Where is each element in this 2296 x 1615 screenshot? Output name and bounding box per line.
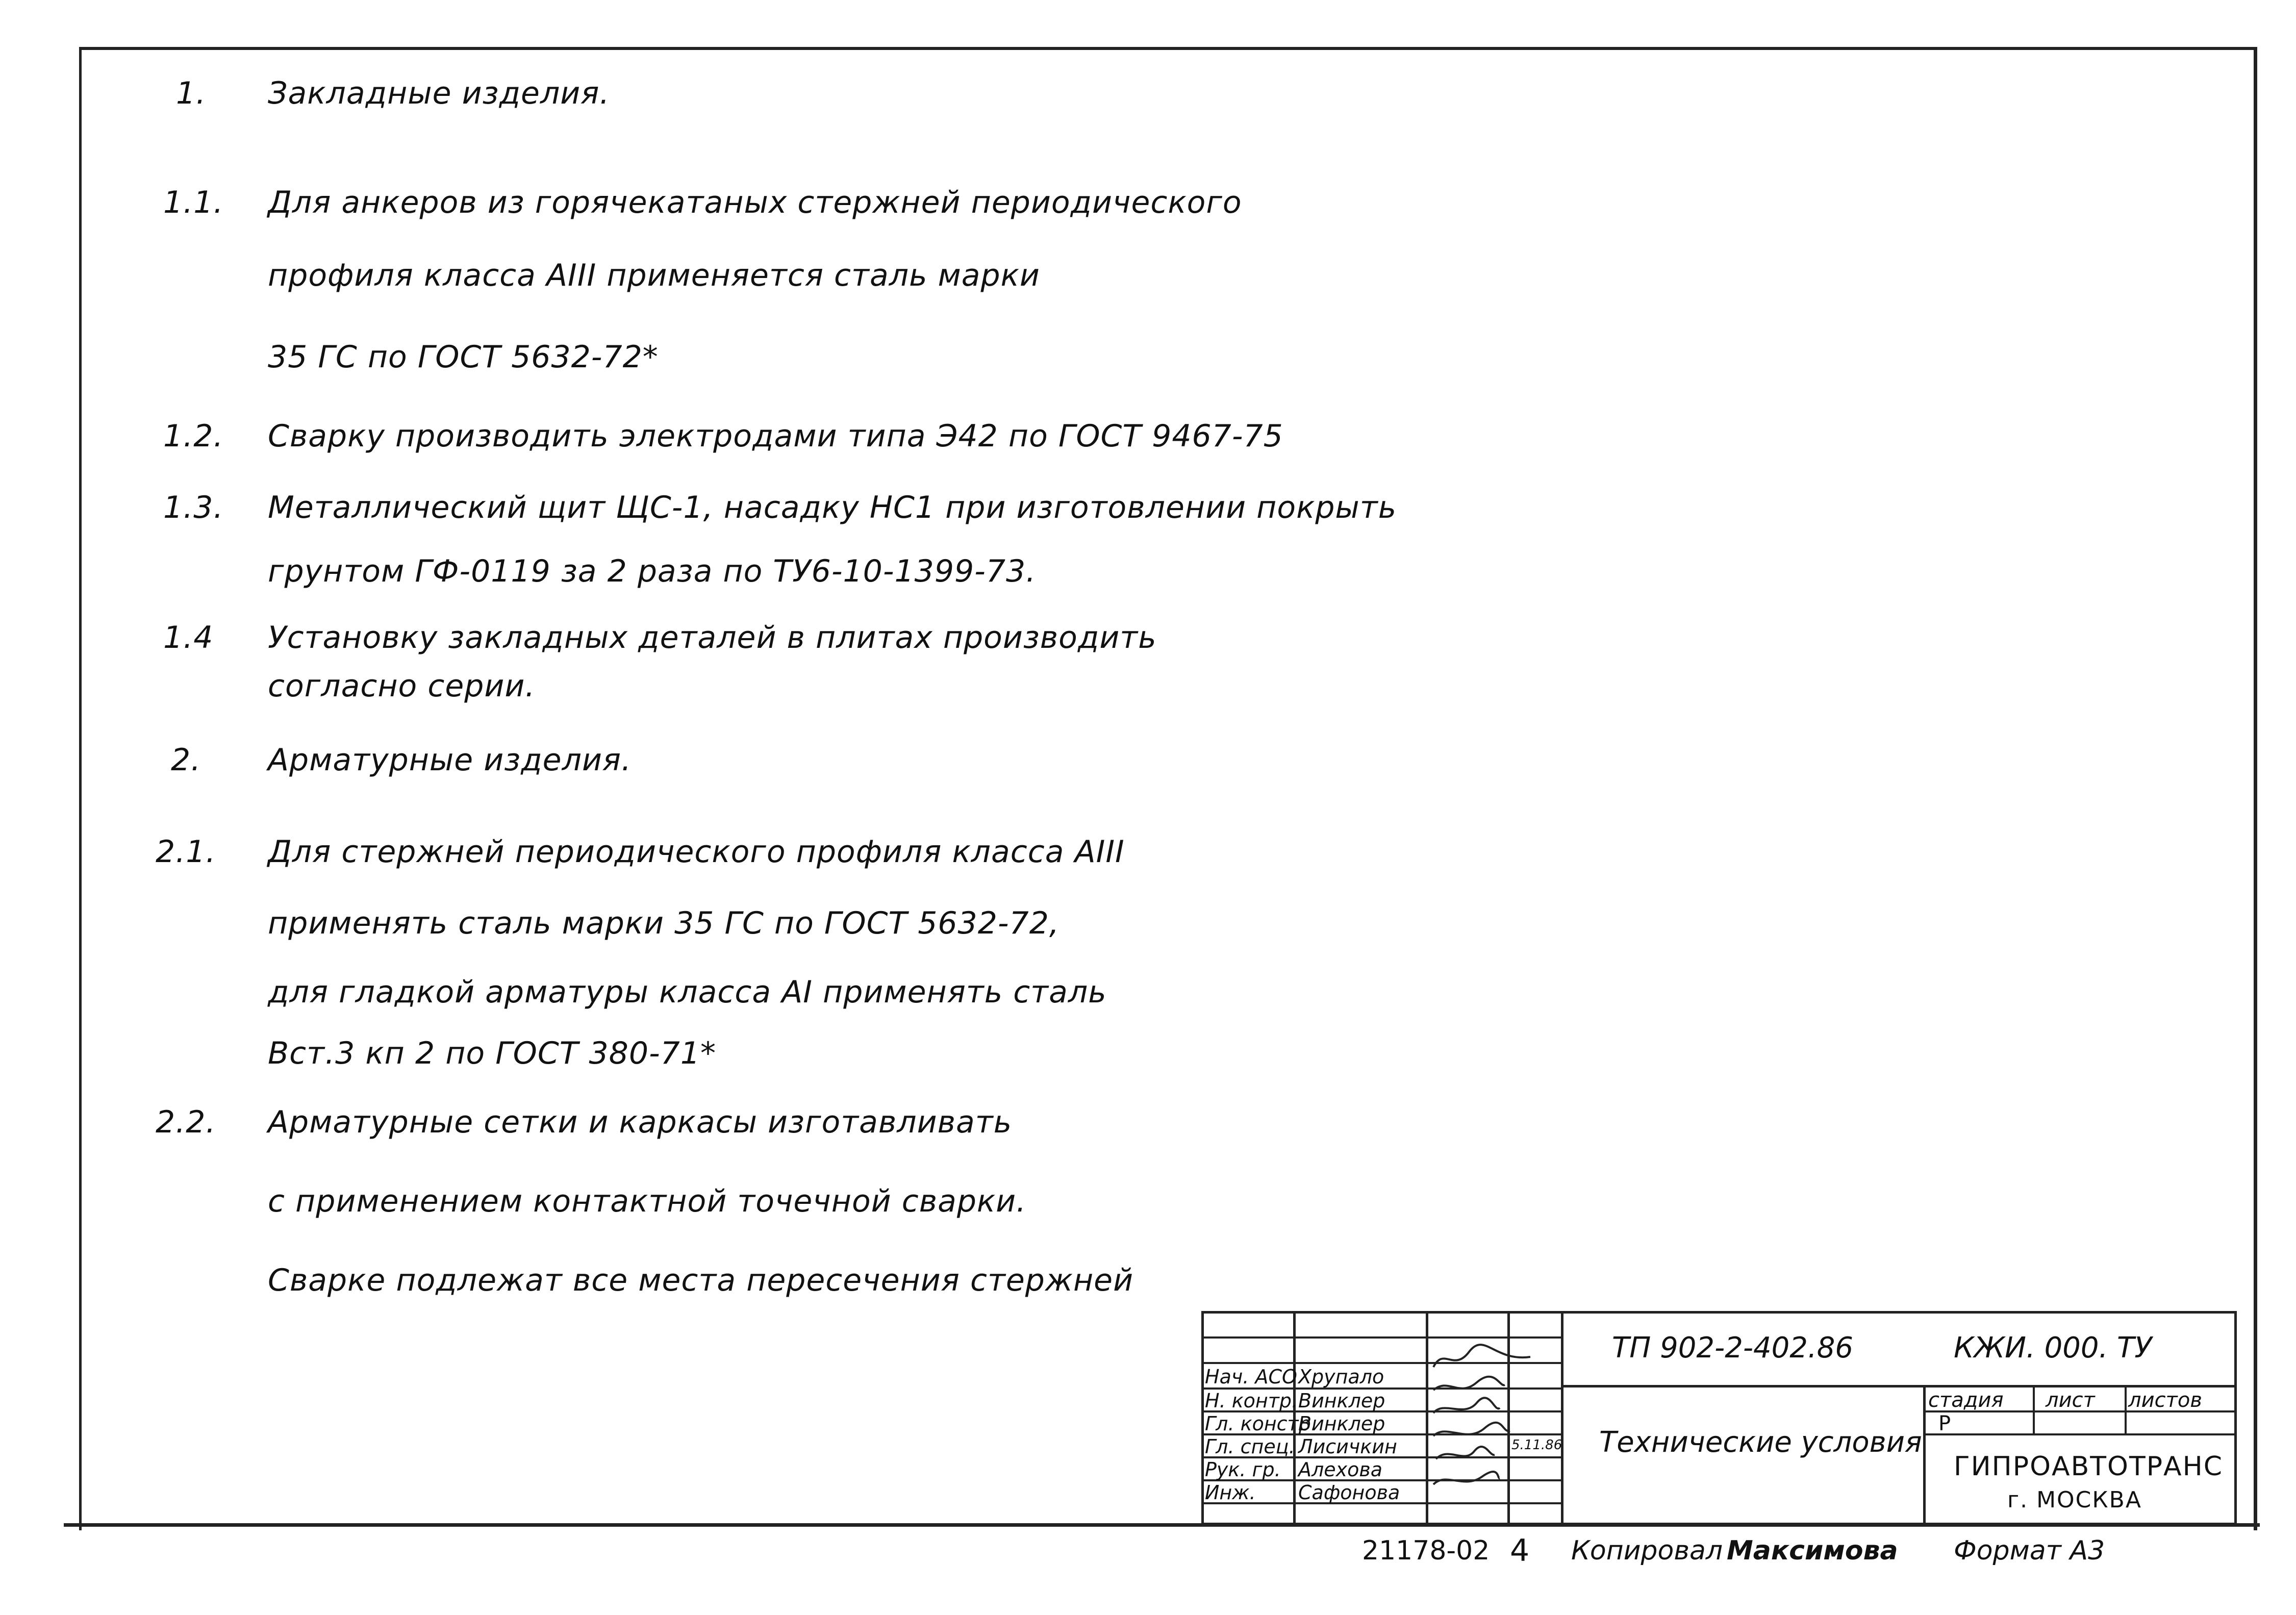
note-text: согласно серии. [268,668,536,704]
note-text: 35 ГС по ГОСТ 5632-72* [268,339,659,375]
note-text: Сварке подлежат все места пересечения стержней [268,1263,1134,1298]
signatory-role: Гл. констр. [1205,1412,1317,1435]
signatory-role: Инж. [1205,1481,1256,1504]
signatory-name: Хрупало [1298,1366,1384,1388]
note-text: Для стержней периодического профиля класса АIII [268,834,1125,870]
note-text: Сварку производить электродами типа Э42 по ГОСТ 9467-75 [268,418,1283,454]
signatory-name: Лисичкин [1298,1435,1397,1458]
stage-header: стадия [1928,1389,2004,1412]
note-text: для гладкой арматуры класса АI применять сталь [268,974,1107,1010]
signatory-role: Рук. гр. [1205,1458,1281,1481]
note-text: профиля класса АIII применяется сталь марки [268,258,1040,293]
note-text: Закладные изделия. [268,75,610,111]
note-number: 2. [171,742,201,778]
note-number: 1. [176,75,207,111]
signature-date: 5.11.86 [1511,1437,1562,1453]
signatory-role: Н. контр. [1205,1390,1298,1412]
organization-city: г. МОСКВА [2007,1487,2142,1513]
document-mark: КЖИ. 000. ТУ [1954,1331,2152,1365]
copied-by: Максимова [1727,1535,1898,1566]
sheets-header: листов [2128,1389,2202,1412]
signatory-role: Гл. спец. [1205,1435,1295,1458]
signatory-name: Винклер [1298,1390,1385,1412]
note-text: Арматурные сетки и каркасы изготавливать [268,1104,1013,1140]
note-text: Арматурные изделия. [268,742,632,778]
signatory-name: Сафонова [1298,1481,1400,1504]
note-text: с применением контактной точечной сварки. [268,1183,1027,1219]
document-code: ТП 902-2-402.86 [1612,1331,1853,1365]
page-number: 4 [1510,1533,1530,1569]
note-number: 2.2. [156,1104,216,1140]
note-number: 1.1. [163,185,224,220]
document-title: Технические условия [1599,1426,1922,1459]
note-number: 1.4 [163,620,214,655]
note-text: Металлический щит ЩС-1, насадку НС1 при изготовлении покрыть [268,490,1397,525]
note-number: 1.3. [163,490,224,525]
signatory-name: Винклер [1298,1412,1385,1435]
organization-name: ГИПРОАВТОТРАНС [1954,1451,2224,1482]
signatures-scribble [1428,1342,1566,1505]
note-text: Для анкеров из горячекатаных стержней периодического [268,185,1242,220]
format-label: Формат А3 [1954,1535,2105,1566]
sheet-header: лист [2046,1389,2095,1412]
stage-value: Р [1938,1412,1951,1435]
note-number: 2.1. [156,834,216,870]
note-text: Установку закладных деталей в плитах производить [268,620,1157,655]
note-number: 1.2. [163,418,224,454]
signatory-name: Алехова [1298,1458,1383,1481]
note-text: грунтом ГФ-0119 за 2 раза по ТУ6-10-1399-73. [268,553,1037,589]
note-text: применять сталь марки 35 ГС по ГОСТ 5632-72, [268,905,1059,941]
signatory-role: Нач. АСО [1205,1366,1297,1388]
inventory-number: 21178-02 [1362,1535,1490,1566]
copied-label: Копировал [1571,1535,1723,1566]
note-text: Вст.3 кп 2 по ГОСТ 380-71* [268,1036,717,1071]
